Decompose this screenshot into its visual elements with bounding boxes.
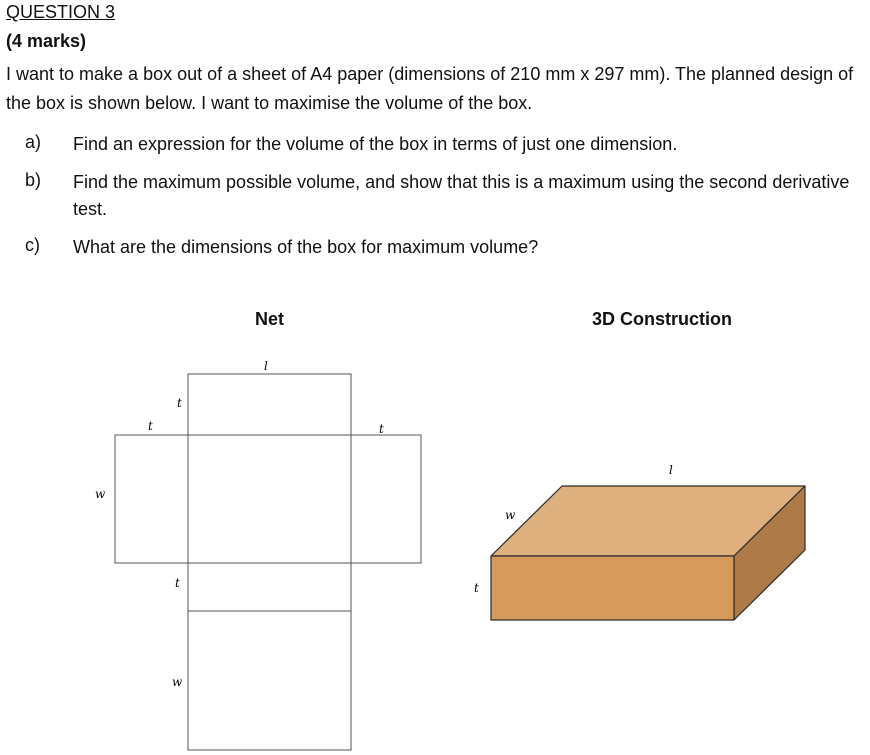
net-lid: [188, 611, 351, 750]
box-front-face: [491, 556, 734, 620]
part-b-text: Find the maximum possible volume, and show that this is a maximum using the second derivative test.: [73, 172, 850, 219]
box-label-w: w: [505, 508, 516, 522]
net-label-l: l: [264, 359, 268, 373]
part-a-letter: a): [25, 132, 42, 152]
box-label-t: t: [474, 581, 479, 595]
net-label-t-right: t: [379, 422, 384, 436]
net-top-flap: [188, 374, 351, 435]
net-heading: Net: [255, 309, 285, 329]
net-right-flap: [351, 435, 421, 563]
part-a-text: Find an expression for the volume of the box in terms of just one dimension.: [73, 134, 678, 154]
net-bottom-flap: [188, 563, 351, 611]
net-labels: [95, 359, 384, 689]
net-base: [188, 435, 351, 563]
construction-heading: 3D Construction: [592, 309, 733, 329]
box-3d: [491, 486, 805, 620]
net-diagram: [115, 374, 421, 750]
part-b-letter: b): [25, 170, 42, 190]
question-marks: (4 marks): [6, 31, 87, 51]
net-label-t-top: t: [177, 396, 182, 410]
net-left-flap: [115, 435, 188, 563]
question-intro: I want to make a box out of a sheet of A4 paper (dimensions of 210 mm x 297 mm). The planned design of the box is shown below. I want to maximise the volume of the box.: [6, 64, 854, 113]
question-title: QUESTION 3: [6, 2, 116, 22]
box-label-l: l: [669, 463, 673, 477]
part-c-letter: c): [25, 235, 40, 255]
part-c-text: What are the dimensions of the box for maximum volume?: [73, 237, 539, 257]
net-label-t-left: t: [148, 419, 153, 433]
net-label-w-left: w: [95, 487, 106, 501]
net-label-w-bottom: w: [172, 675, 183, 689]
net-label-t-bottom: t: [175, 576, 180, 590]
